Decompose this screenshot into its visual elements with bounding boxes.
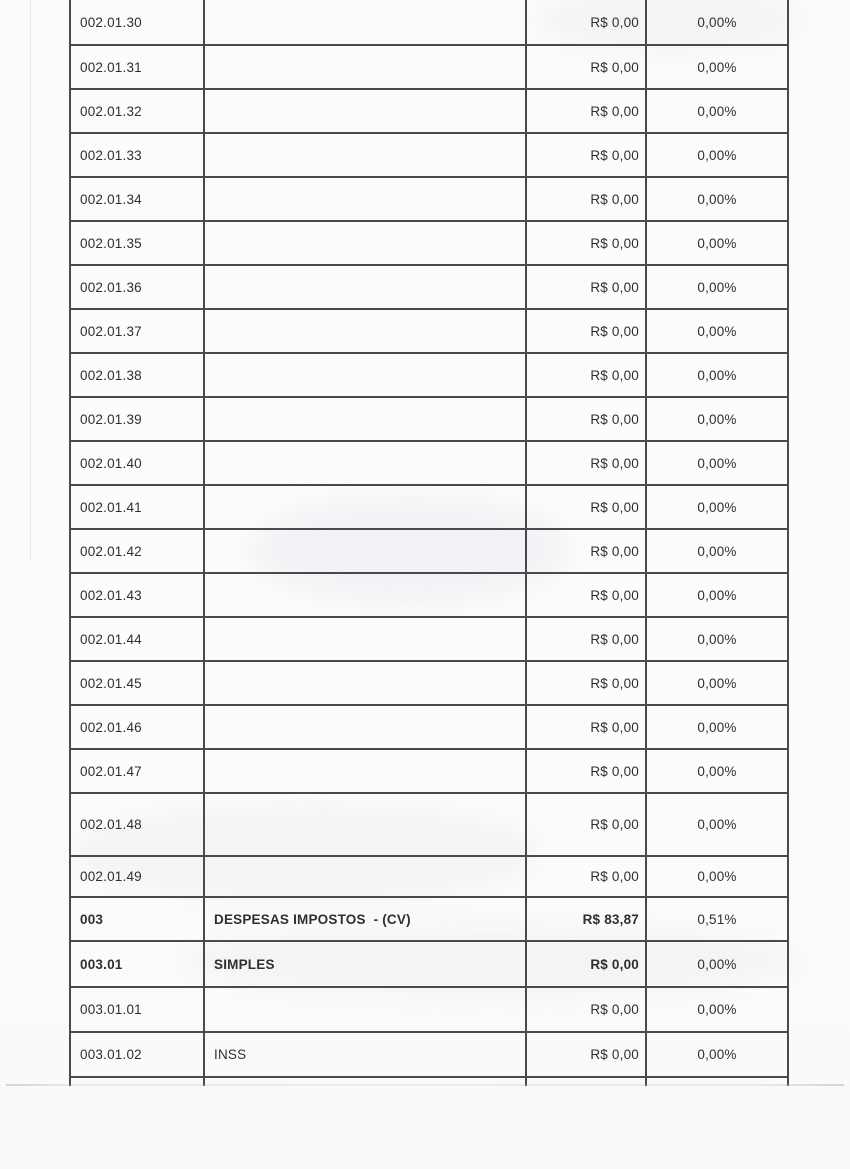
- table-row: [71, 898, 787, 942]
- percent-cell: 0,00%: [697, 499, 737, 515]
- percent-cell: 0,00%: [697, 1047, 737, 1062]
- code-cell: 002.01.44: [71, 618, 205, 660]
- value-cell: R$ 0,00: [527, 398, 647, 440]
- percent-cell: 0,00%: [697, 191, 737, 207]
- value-cell: R$ 83,87: [527, 898, 647, 940]
- description-cell: [205, 354, 527, 396]
- percent-cell: 0,00%: [697, 587, 737, 603]
- table-row: [71, 662, 787, 706]
- table-row: [71, 398, 787, 442]
- code-cell: 002.01.33: [71, 134, 205, 176]
- table-row: [71, 178, 787, 222]
- table-row: [71, 1033, 787, 1078]
- percent-cell: 0,00%: [697, 631, 737, 647]
- description-cell: [205, 266, 527, 308]
- code-cell: 002.01.38: [71, 354, 205, 396]
- code-cell: 002.01.40: [71, 442, 205, 484]
- table-row: [71, 750, 787, 794]
- percent-cell: 0,00%: [697, 675, 737, 691]
- value-cell: R$ 0,00: [527, 530, 647, 572]
- description-cell: [205, 0, 527, 44]
- value-cell: R$ 0,00: [527, 354, 647, 396]
- description-cell: [205, 442, 527, 484]
- value-cell: R$ 0,00: [527, 0, 647, 44]
- code-cell: 002.01.30: [71, 0, 205, 44]
- table-row: [71, 442, 787, 486]
- value-cell: R$ 0,00: [527, 46, 647, 88]
- code-cell: 002.01.47: [71, 750, 205, 792]
- table-row: [71, 134, 787, 178]
- value-cell: R$ 0,00: [527, 222, 647, 264]
- value-cell: R$ 0,00: [527, 988, 647, 1031]
- code-cell: 003: [71, 898, 205, 940]
- description-cell: [205, 794, 527, 855]
- code-cell: 002.01.45: [71, 662, 205, 704]
- code-cell: 002.01.37: [71, 310, 205, 352]
- value-cell: [527, 1078, 647, 1086]
- code-cell: 002.01.31: [71, 46, 205, 88]
- value-cell: R$ 0,00: [527, 310, 647, 352]
- table-row: [71, 942, 787, 988]
- description-cell: [205, 134, 527, 176]
- percent-cell: 0,00%: [697, 719, 737, 735]
- value-cell: R$ 0,00: [527, 618, 647, 660]
- description-cell: [205, 618, 527, 660]
- code-cell: 002.01.43: [71, 574, 205, 616]
- percent-cell: 0,00%: [697, 455, 737, 471]
- value-cell: R$ 0,00: [527, 750, 647, 792]
- description-cell: [205, 574, 527, 616]
- table-row: [71, 988, 787, 1033]
- value-cell: R$ 0,00: [527, 1033, 647, 1076]
- percent-cell: [647, 1078, 787, 1086]
- table-row: [71, 574, 787, 618]
- value-cell: R$ 0,00: [527, 706, 647, 748]
- percent-cell: 0,00%: [697, 1002, 737, 1017]
- table-row: [71, 266, 787, 310]
- table-row: [71, 222, 787, 266]
- value-cell: R$ 0,00: [527, 942, 647, 986]
- table-row: [71, 618, 787, 662]
- percent-cell: 0,00%: [697, 956, 737, 972]
- percent-cell: 0,51%: [697, 911, 737, 927]
- value-cell: R$ 0,00: [527, 442, 647, 484]
- table-row: [71, 794, 787, 857]
- percent-cell: 0,00%: [697, 147, 737, 163]
- value-cell: R$ 0,00: [527, 266, 647, 308]
- description-cell: [205, 1078, 527, 1086]
- description-cell: [205, 706, 527, 748]
- code-cell: [71, 1078, 205, 1086]
- description-cell: [205, 222, 527, 264]
- percent-cell: 0,00%: [697, 543, 737, 559]
- table-row: [71, 0, 787, 46]
- table-row: [71, 706, 787, 750]
- description-cell: [205, 90, 527, 132]
- code-cell: 002.01.48: [71, 794, 205, 855]
- description-cell: [205, 46, 527, 88]
- percent-cell: 0,00%: [697, 59, 737, 75]
- percent-cell: 0,00%: [697, 869, 737, 884]
- description-cell: INSS: [205, 1033, 527, 1076]
- description-cell: [205, 988, 527, 1031]
- code-cell: 003.01.02: [71, 1033, 205, 1076]
- table-row-cutoff: [71, 1078, 787, 1086]
- code-cell: 002.01.41: [71, 486, 205, 528]
- code-cell: 003.01: [71, 942, 205, 986]
- code-cell: 002.01.34: [71, 178, 205, 220]
- value-cell: R$ 0,00: [527, 574, 647, 616]
- value-cell: R$ 0,00: [527, 486, 647, 528]
- code-cell: 002.01.42: [71, 530, 205, 572]
- table-row: [71, 857, 787, 898]
- percent-cell: 0,00%: [697, 367, 737, 383]
- description-cell: [205, 662, 527, 704]
- percent-cell: 0,00%: [697, 763, 737, 779]
- percent-cell: 0,00%: [697, 323, 737, 339]
- percent-cell: 0,00%: [697, 14, 737, 30]
- value-cell: R$ 0,00: [527, 662, 647, 704]
- value-cell: R$ 0,00: [527, 857, 647, 896]
- code-cell: 002.01.46: [71, 706, 205, 748]
- description-cell: [205, 486, 527, 528]
- percent-cell: 0,00%: [697, 279, 737, 295]
- scan-fold-artifact: [30, 0, 31, 560]
- description-cell: [205, 310, 527, 352]
- description-cell: [205, 750, 527, 792]
- table-row: [71, 46, 787, 90]
- value-cell: R$ 0,00: [527, 794, 647, 855]
- percent-cell: 0,00%: [697, 817, 737, 832]
- table-row: [71, 310, 787, 354]
- description-cell: DESPESAS IMPOSTOS - (CV): [205, 898, 527, 940]
- table-row: [71, 530, 787, 574]
- description-cell: [205, 530, 527, 572]
- code-cell: 002.01.32: [71, 90, 205, 132]
- value-cell: R$ 0,00: [527, 90, 647, 132]
- code-cell: 002.01.49: [71, 857, 205, 896]
- table-row: [71, 486, 787, 530]
- description-cell: [205, 178, 527, 220]
- table-row: [71, 354, 787, 398]
- code-cell: 003.01.01: [71, 988, 205, 1031]
- code-cell: 002.01.36: [71, 266, 205, 308]
- percent-cell: 0,00%: [697, 103, 737, 119]
- expense-table: [69, 0, 789, 1086]
- table-row: [71, 90, 787, 134]
- percent-cell: 0,00%: [697, 411, 737, 427]
- value-cell: R$ 0,00: [527, 178, 647, 220]
- code-cell: 002.01.39: [71, 398, 205, 440]
- percent-cell: 0,00%: [697, 235, 737, 251]
- description-cell: [205, 857, 527, 896]
- code-cell: 002.01.35: [71, 222, 205, 264]
- description-cell: [205, 398, 527, 440]
- value-cell: R$ 0,00: [527, 134, 647, 176]
- description-cell: SIMPLES: [205, 942, 527, 986]
